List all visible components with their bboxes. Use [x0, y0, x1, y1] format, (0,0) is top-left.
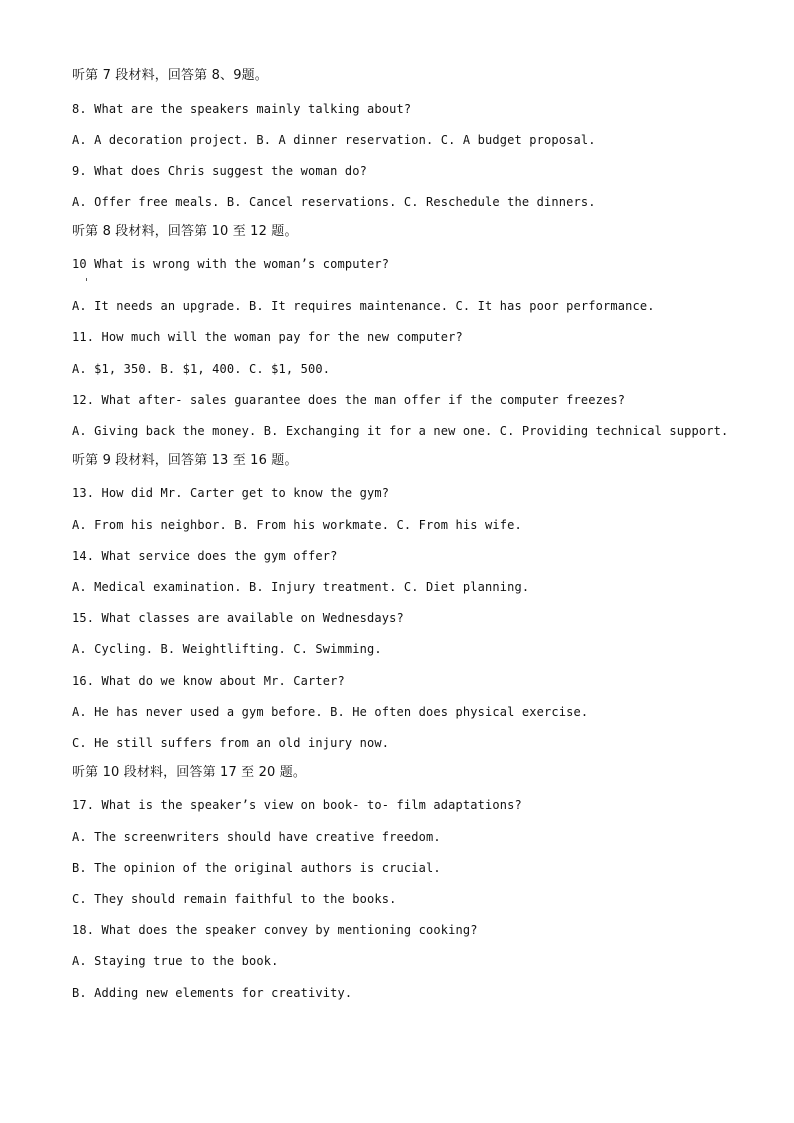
question-13: 13. How did Mr. Carter get to know the gym? [72, 486, 390, 500]
options-15: A. Cycling. B. Weightlifting. C. Swimming. [72, 642, 382, 656]
question-18: 18. What does the speaker convey by mentioning cooking? [72, 923, 478, 937]
options-17-b: B. The opinion of the original authors is crucial. [72, 861, 441, 875]
question-11: 11. How much will the woman pay for the new computer? [72, 330, 463, 344]
question-12: 12. What after- sales guarantee does the man offer if the computer freezes? [72, 393, 626, 407]
options-13: A. From his neighbor. B. From his workmate. C. From his wife. [72, 518, 522, 532]
question-14: 14. What service does the gym offer? [72, 549, 338, 563]
question-15: 15. What classes are available on Wednesdays? [72, 611, 404, 625]
section-heading-10: 听第 10 段材料，回答第 17 至 20 题。 [72, 765, 307, 780]
options-18-b: B. Adding new elements for creativity. [72, 986, 353, 1000]
options-14: A. Medical examination. B. Injury treatment. C. Diet planning. [72, 580, 530, 594]
options-17-c: C. They should remain faithful to the books. [72, 892, 397, 906]
question-17: 17. What is the speaker’s view on book- to- film adaptations? [72, 798, 522, 812]
section-heading-8: 听第 8 段材料，回答第 10 至 12 题。 [72, 224, 298, 239]
options-18-a: A. Staying true to the book. [72, 954, 279, 968]
question-16: 16. What do we know about Mr. Carter? [72, 674, 345, 688]
options-17-a: A. The screenwriters should have creative freedom. [72, 830, 441, 844]
question-9: 9. What does Chris suggest the woman do? [72, 164, 367, 178]
options-9: A. Offer free meals. B. Cancel reservations. C. Reschedule the dinners. [72, 195, 596, 209]
section-heading-7: 听第 7 段材料，回答第 8、9题。 [72, 68, 268, 83]
options-12: A. Giving back the money. B. Exchanging it for a new one. C. Providing technical support. [72, 424, 729, 438]
question-8: 8. What are the speakers mainly talking about? [72, 102, 412, 116]
options-10: A. It needs an upgrade. B. It requires maintenance. C. It has poor performance. [72, 299, 655, 313]
stray-mark [86, 278, 87, 281]
options-11: A. $1, 350. B. $1, 400. C. $1, 500. [72, 362, 331, 376]
section-heading-9: 听第 9 段材料，回答第 13 至 16 题。 [72, 453, 298, 468]
options-8: A. A decoration project. B. A dinner reservation. C. A budget proposal. [72, 133, 596, 147]
options-16-c: C. He still suffers from an old injury now. [72, 736, 390, 750]
options-16-ab: A. He has never used a gym before. B. He often does physical exercise. [72, 705, 589, 719]
question-10: 10 What is wrong with the woman’s computer? [72, 257, 390, 271]
